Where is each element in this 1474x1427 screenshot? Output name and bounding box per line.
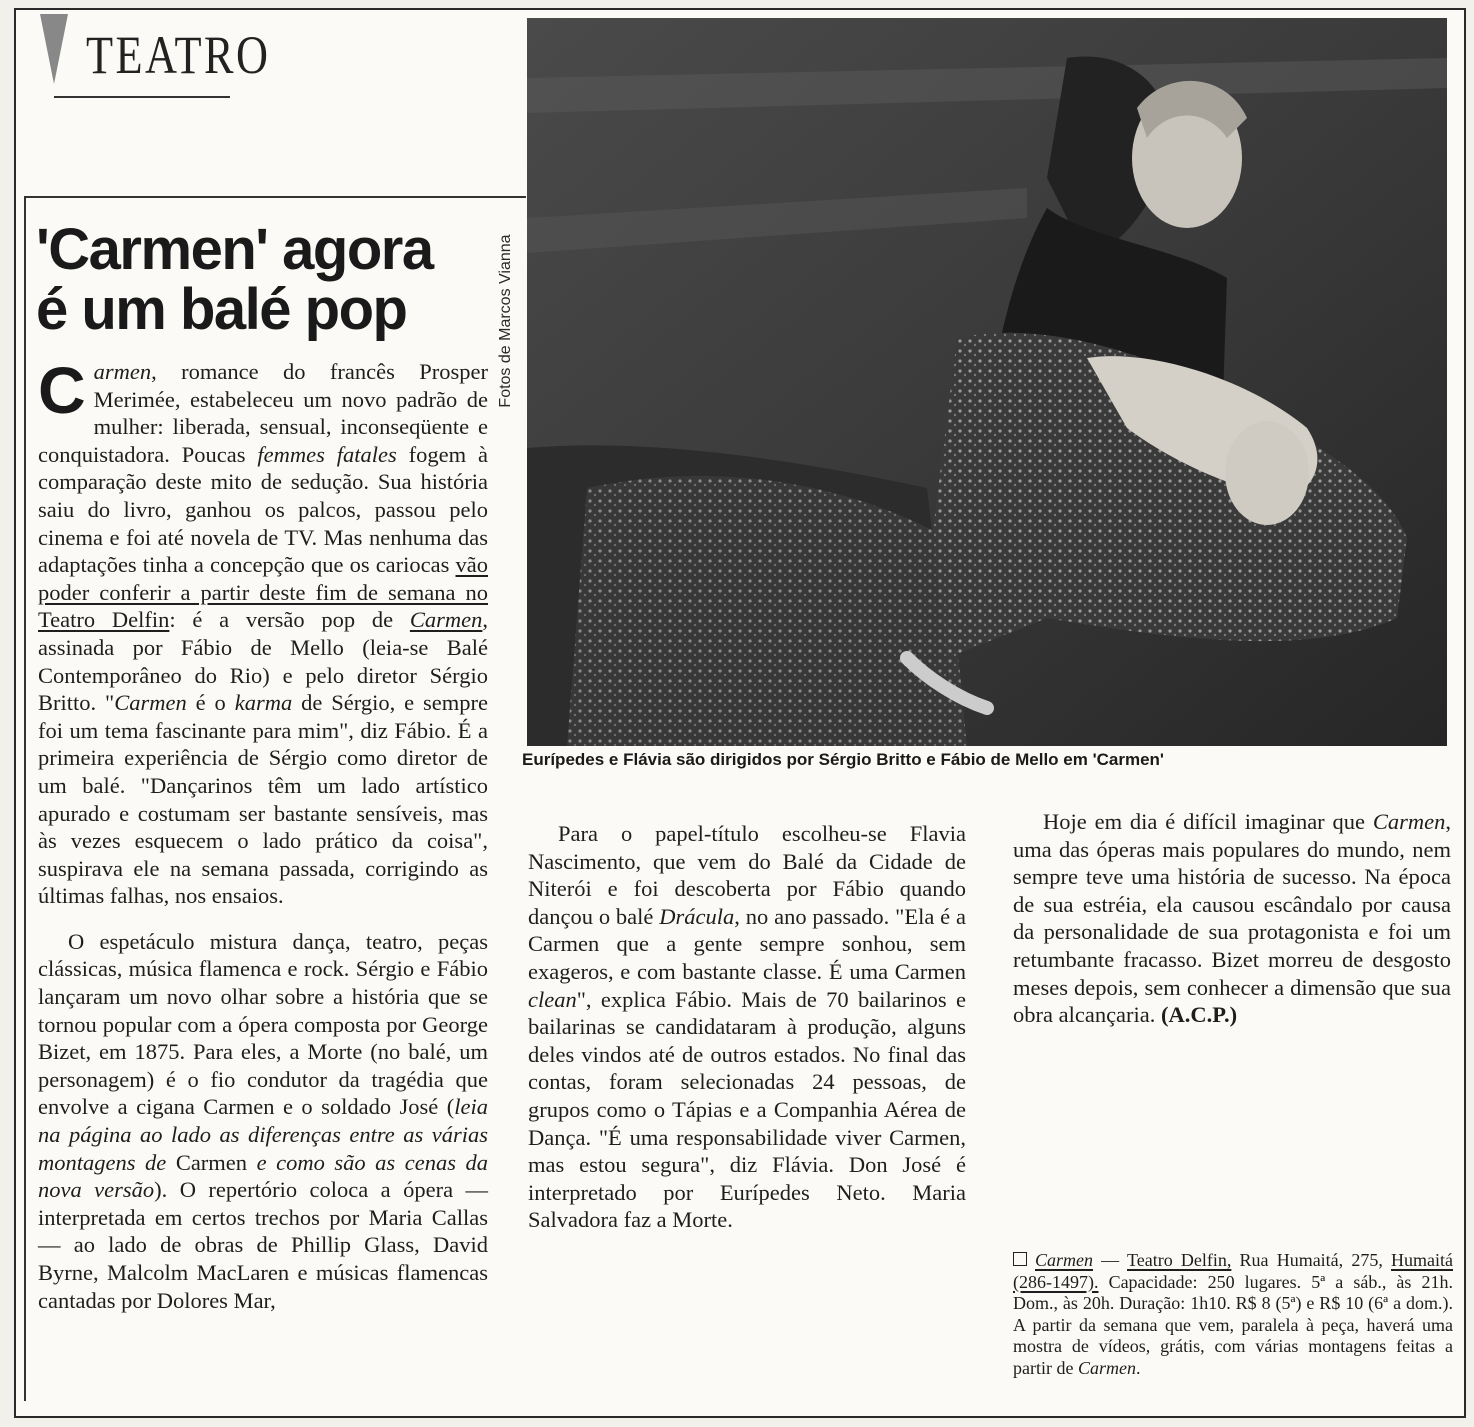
info-details: Capacidade: 250 lugares. 5ª a sáb., às 21h. Dom., às 20h. Duração: 1h10. R$ 8 (5ª) e R$ 10 (6ª a dom.). A partir da semana que vem, paralela à peça, haverá uma mostra de vídeos, grátis, com várias montagens feitas a partir de [1013, 1271, 1453, 1378]
dance-photo [527, 18, 1447, 746]
drop-cap: C [38, 353, 86, 427]
section-title: TEATRO [86, 25, 271, 85]
foreign-term: femmes fatales [257, 441, 397, 467]
paragraph-gap [528, 808, 966, 820]
text-run: O espetáculo mistura dança, teatro, peças clássicas, música flamenca e rock. Sérgio e Fábio lançaram um novo olhar sobre a história que se tornou popular com a ópera composta por George Bizet, em 1875. Para eles, a Morte (no balé, um personagem) é o fio condutor da tragédia que envolve a cigana Carmen e o soldado José ( [38, 928, 488, 1120]
article-column-3 [1013, 808, 1451, 1029]
headline-rule [24, 196, 526, 198]
work-title: Carmen [1372, 809, 1446, 834]
article-column-2 [528, 808, 966, 1234]
photo-credit-text: Fotos de Marcos Vianna [497, 234, 514, 408]
column-rule-left [24, 196, 26, 1401]
text-run: , uma das óperas mais populares do mundo, nem sempre teve uma história de sucesso. Na época de sua estréia, ela causou escândalo por causa da personalidade de sua protagonista e foi um retumbante fracasso. Bizet morreu de desgosto meses depois, sem conhecer a dimensão que sua obra alcançaria. [1013, 809, 1451, 1028]
text-run: Hoje em dia é difícil imaginar que [1043, 809, 1373, 834]
info-address: Rua Humaitá, 275, [1231, 1250, 1392, 1270]
article-paragraph-1 [38, 353, 489, 910]
text-run: de Sérgio, e sempre foi um tema fascinante para mim", diz Fábio. É a primeira experiência de Sérgio como diretor de um balé. "Dançarinos têm um lado artístico apurado e costumam ser bastante sensíveis, mas às vezes esquecem o lado prático da coisa", suspirava ele na semana passada, corrigindo as últimas falhas, nos ensaios. [38, 690, 488, 909]
text-run: : é a versão pop de [169, 607, 410, 633]
section-marker-triangle [40, 14, 68, 84]
info-title: Carmen [1035, 1250, 1093, 1270]
paragraph-gap [38, 910, 488, 928]
text-run: ). O repertório coloca a ópera — interpretada em certos trechos por Maria Callas — ao lado de obras de Phillip Glass, David Byrne, Malcolm MacLaren e músicas flamencas cantadas por Dolores Mar, [38, 1177, 488, 1313]
aside-text: e como são as cenas da nova versão [38, 1149, 488, 1203]
dance-photo-image [527, 18, 1447, 746]
text-run: ", explica Fábio. Mais de 70 bailarinos e bailarinas se candidataram à produção, alguns deles vindos até de outros estados. No final das contas, foram selecionadas 24 pessoas, de grupos como o Tápias e a Companhia Aérea de Dança. "É uma responsabilidade viver Carmen, mas estou segura", diz Flávia. Don José é interpretado por Eurípedes Neto. Maria Salvadora faz a Morte. [528, 986, 966, 1233]
show-info-box [1013, 1250, 1453, 1380]
info-venue: Teatro Delfin, [1127, 1250, 1232, 1270]
info-end-title: Carmen [1077, 1357, 1136, 1378]
info-bullet-box [1013, 1252, 1027, 1266]
headline-line-1: 'Carmen' agora [36, 217, 433, 282]
work-title: armen [93, 359, 152, 384]
article-column-1 [38, 353, 489, 1314]
article-paragraph-2 [38, 928, 488, 1314]
text-run: é o [186, 690, 235, 716]
work-title: Carmen [409, 607, 483, 633]
underlined-text: vão poder conferir a partir deste fim de semana no Teatro Delfin [38, 552, 488, 633]
text-run: , romance do francês Prosper Merimée, estabeleceu um novo padrão de mulher: liberada, sensual, inconseqüente e conquistadora. Poucas [38, 359, 488, 467]
info-dash: — [1093, 1250, 1128, 1270]
info-phone: Humaitá (286-1497). [1013, 1250, 1453, 1292]
article-paragraph-3 [528, 820, 966, 1234]
aside-text: leia na página ao lado as diferenças entre as várias montagens de [38, 1094, 488, 1175]
emphasis-text: Drácula [659, 903, 735, 929]
author-signature: (A.C.P.) [1161, 1002, 1238, 1028]
text-run: , assinada por Fábio de Mello (leia-se Balé Contemporâneo do Rio) e pelo diretor Sérgio Britto. " [38, 607, 489, 716]
foreign-term: karma [234, 690, 293, 716]
work-title: Carmen [175, 1149, 248, 1175]
text-run: Para o papel-título escolheu-se Flavia Nascimento, que vem do Balé da Cidade de Niterói e foi descoberta por Fábio quando dançou o balé [528, 821, 966, 929]
work-title: Carmen [114, 690, 187, 716]
info-period: . [1135, 1357, 1141, 1378]
photo-caption: Eurípedes e Flávia são dirigidos por Sérgio Britto e Fábio de Mello em 'Carmen' [522, 750, 1164, 769]
emphasis-text: clean [528, 986, 577, 1012]
headline-line-2: é um balé pop [36, 277, 407, 342]
section-rule [54, 96, 230, 98]
text-run: fogem à comparação deste mito de sedução. Sua história saiu do livro, ganhou os palcos, passou pelo cinema e foi até novela de TV. Mas nenhuma das adaptações tinha a concepção que os cariocas [38, 441, 488, 578]
text-run: , no ano passado. "Ela é a Carmen que a gente sempre sonhou, sem exageros, e com bastante classe. É uma Carmen [528, 903, 966, 984]
article-paragraph-4 [1013, 808, 1451, 1029]
headline [36, 217, 506, 342]
